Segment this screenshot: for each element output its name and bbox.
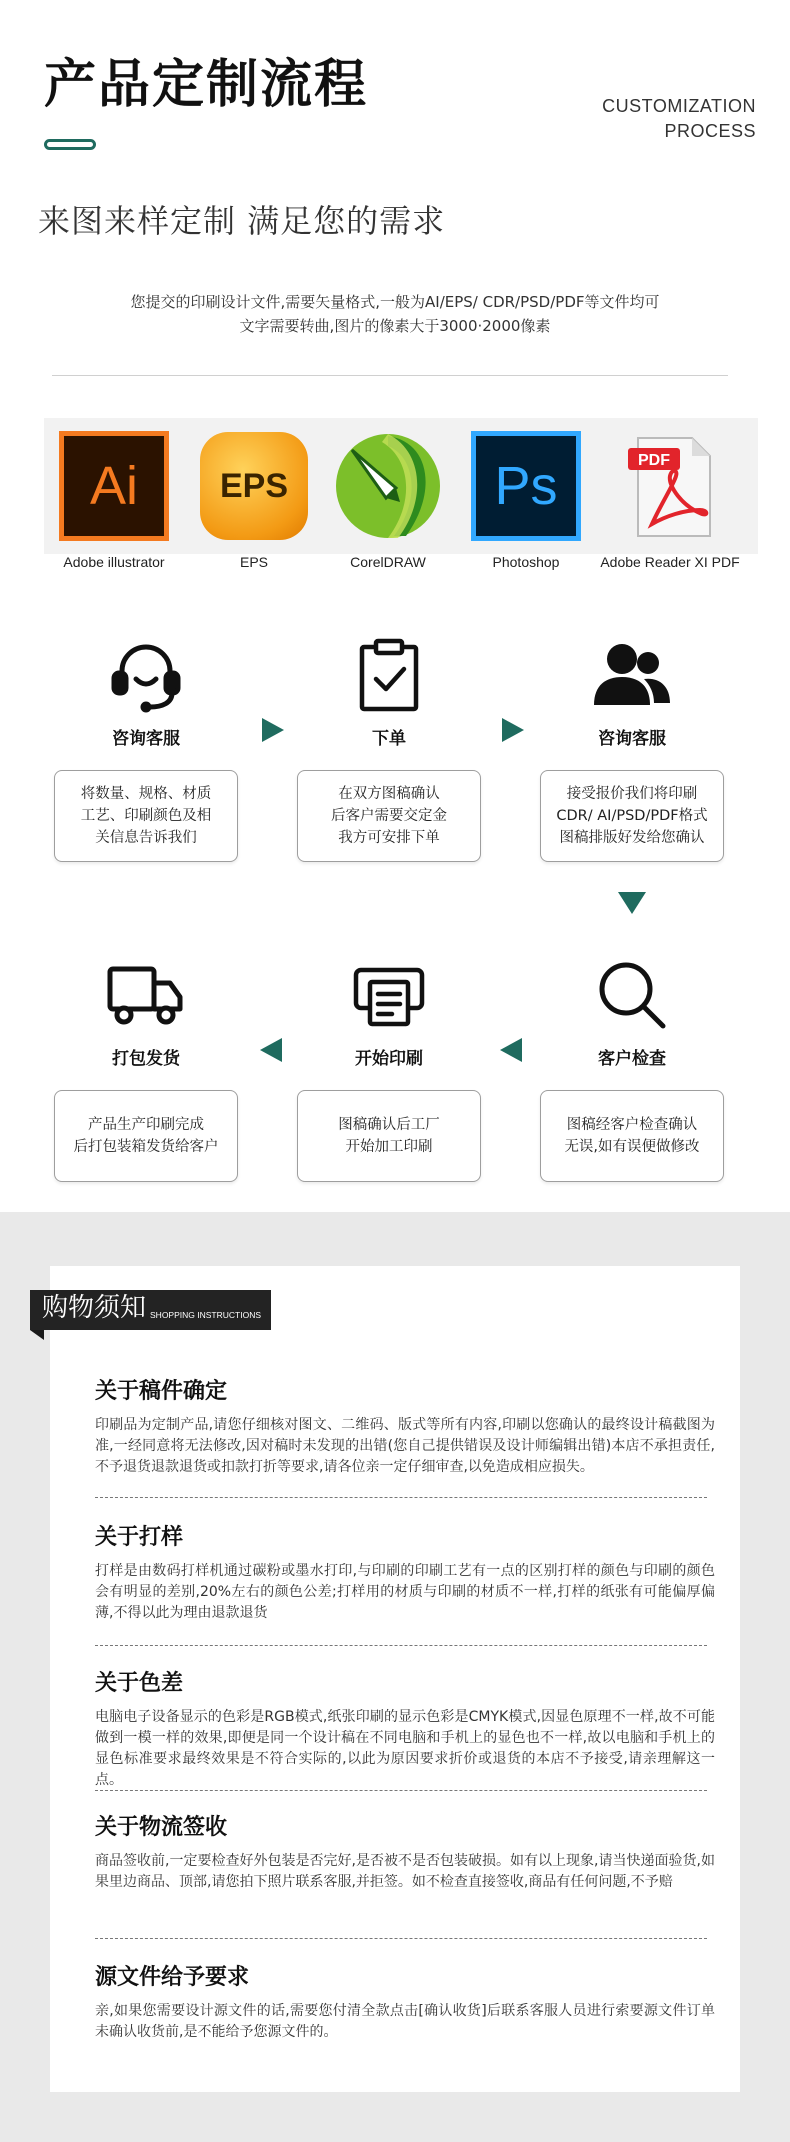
dashed-divider — [95, 1645, 707, 1646]
english-title-line2: PROCESS — [664, 121, 756, 141]
software-label: Adobe Reader XI PDF — [600, 554, 740, 570]
divider — [52, 375, 728, 376]
step-title: 下单 — [372, 729, 406, 749]
step-description — [297, 1090, 481, 1182]
software-label: Photoshop — [492, 554, 560, 570]
section-title: 源文件给予要求 — [95, 1965, 250, 1990]
process-step — [54, 950, 238, 1182]
step-title: 打包发货 — [112, 1049, 180, 1069]
decor-pill — [44, 139, 96, 150]
step-title: 咨询客服 — [598, 729, 666, 749]
step-description — [540, 770, 724, 862]
arrow-left-icon — [500, 1038, 522, 1062]
process-step — [297, 630, 481, 862]
section-title: 关于色差 — [95, 1671, 184, 1696]
magnifier-icon — [587, 950, 677, 1040]
notice-section — [95, 1666, 715, 1791]
users-icon — [587, 630, 677, 720]
section-title: 关于稿件确定 — [95, 1379, 228, 1404]
software-label: EPS — [239, 554, 268, 570]
step-description — [54, 770, 238, 862]
software-item-eps — [184, 430, 324, 570]
notice-section — [95, 1520, 715, 1624]
step-description-text: 将数量、规格、材质 工艺、印刷颜色及相 关信息告诉我们 — [80, 786, 212, 846]
arrow-left-icon — [260, 1038, 282, 1062]
coreldraw-icon — [332, 430, 444, 542]
intro-text — [0, 290, 790, 338]
section-body: 商品签收前,一定要检查好外包装是否完好,是否被不是否包装破损。如有以上现象,请当快递面验货,如果里边商品、顶部,请您拍下照片联系客服,并拒签。如不检查直接签收,商品有任何问题,不予赔 — [95, 1853, 715, 1890]
process-step — [540, 950, 724, 1182]
arrow-right-icon — [502, 718, 524, 742]
clipboard-check-icon — [344, 630, 434, 720]
tag-fold — [30, 1330, 44, 1340]
intro-line: 文字需要转曲,图片的像素大于3000·2000像素 — [239, 317, 551, 335]
process-step — [297, 950, 481, 1182]
arrow-right-icon — [262, 718, 284, 742]
section-body: 打样是由数码打样机通过碳粉或墨水打印,与印刷的印刷工艺有一点的区别打样的颜色与印刷的颜色会有明显的差别,20%左右的颜色公差;打样用的材质与印刷的材质不一样,打样的纸张有可能偏厚偏薄,不得以此为理由退款退货 — [95, 1563, 715, 1621]
software-item-pdf — [600, 430, 740, 570]
section-body: 印刷品为定制产品,请您仔细核对图文、二维码、版式等所有内容,印刷以您确认的最终设计稿截图为准,一经同意将无法修改,因对稿时未发现的出错(您自己提供错误及设计师编辑出错)本店不承担责任,不予退货退款退货或扣款打折等要求,请各位亲一定仔细审查,以免造成相应损失。 — [95, 1417, 715, 1475]
process-step — [540, 630, 724, 862]
step-description-text: 图稿确认后工厂 开始加工印刷 — [338, 1117, 440, 1155]
software-item-coreldraw — [318, 430, 458, 570]
step-title: 开始印刷 — [355, 1049, 423, 1069]
eps-mark: EPS — [200, 432, 308, 540]
notice-section — [95, 1960, 715, 2043]
intro-line: 您提交的印刷设计文件,需要矢量格式,一般为AI/EPS/ CDR/PSD/PDF等文件均可 — [130, 293, 660, 311]
eps-icon — [198, 430, 310, 542]
step-description — [540, 1090, 724, 1182]
header — [0, 0, 790, 190]
printer-icon — [344, 950, 434, 1040]
section-title: 关于物流签收 — [95, 1815, 228, 1840]
tag-title: 购物须知 — [42, 1293, 147, 1323]
section-title: 关于打样 — [95, 1525, 184, 1550]
step-title: 客户检查 — [598, 1049, 666, 1069]
pdf-mark: PDF — [638, 452, 670, 469]
english-title — [602, 94, 756, 144]
step-description — [297, 770, 481, 862]
software-label: CorelDRAW — [350, 554, 426, 570]
step-title: 咨询客服 — [112, 729, 180, 749]
software-item-photoshop — [456, 430, 596, 570]
dashed-divider — [95, 1790, 707, 1791]
shopping-instructions-tag — [30, 1290, 271, 1330]
subtitle: 来图来样定制 满足您的需求 — [38, 202, 446, 240]
illustrator-mark: Ai — [59, 431, 169, 541]
illustrator-icon — [58, 430, 170, 542]
step-description — [54, 1090, 238, 1182]
truck-icon — [101, 950, 191, 1040]
headset-icon — [101, 630, 191, 720]
pdf-icon — [614, 430, 726, 542]
software-label: Adobe illustrator — [63, 554, 165, 570]
page-title: 产品定制流程 — [44, 55, 369, 115]
dashed-divider — [95, 1497, 707, 1498]
step-description-text: 产品生产印刷完成 后打包装箱发货给客户 — [73, 1117, 219, 1155]
section-body: 亲,如果您需要设计源文件的话,需要您付清全款点击[确认收货]后联系客服人员进行索要源文件订单未确认收货前,是不能给予您源文件的。 — [95, 2003, 715, 2040]
step-description-text: 接受报价我们将印刷 CDR/ AI/PSD/PDF格式 图稿排版好发给您确认 — [556, 786, 708, 846]
photoshop-mark: Ps — [471, 431, 581, 541]
arrow-down-icon — [618, 892, 646, 914]
software-item-illustrator — [44, 430, 184, 570]
step-description-text: 图稿经客户检查确认 无误,如有误便做修改 — [564, 1117, 700, 1155]
english-title-line1: CUSTOMIZATION — [602, 96, 756, 116]
tag-subtitle: SHOPPING INSTRUCTIONS — [150, 1310, 261, 1320]
notice-section — [95, 1810, 715, 1893]
process-step — [54, 630, 238, 862]
notice-section — [95, 1374, 715, 1478]
photoshop-icon — [470, 430, 582, 542]
dashed-divider — [95, 1938, 707, 1939]
section-body: 电脑电子设备显示的色彩是RGB模式,纸张印刷的显示色彩是CMYK模式,因显色原理不一样,故不可能做到一模一样的效果,即便是同一个设计稿在不同电脑和手机上的显色也不一样,故以电脑和手机上的显色标准要求最终效果是不符合实际的,以此为原因要求折价或退货的本店不予接受,请亲理解这一点。 — [95, 1709, 715, 1788]
step-description-text: 在双方图稿确认 后客户需要交定金 我方可安排下单 — [331, 786, 447, 846]
